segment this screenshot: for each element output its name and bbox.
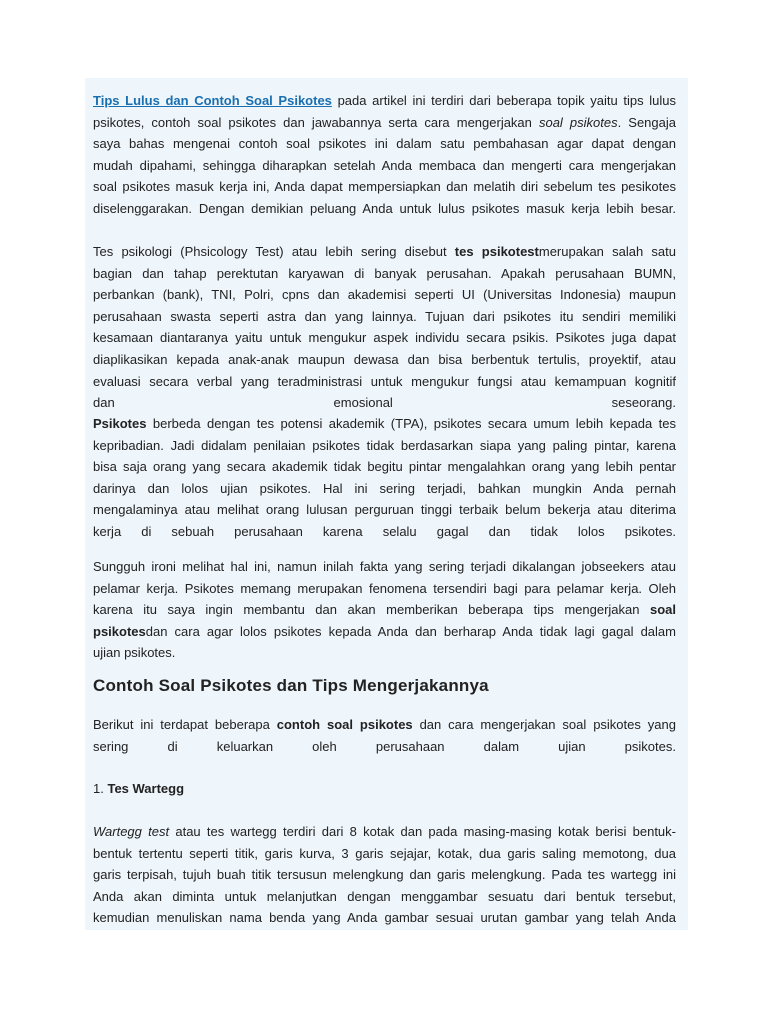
text-line [93,621,676,643]
text-span: dan emosional seseorang. [93,395,676,411]
text-line [93,327,676,349]
italic-text: soal psikotes [538,114,618,130]
text-span: bisa saja orang yang secara akademik tidak begitu pintar mengalahkan orang yang lebih pentar [93,459,676,475]
text-line [93,778,676,800]
text-line [93,413,676,435]
text-line [93,349,676,371]
bold-text: contoh soal psikotes [276,717,413,732]
text-span: kemudian menuliskan nama benda yang Anda gambar sesuai urutan gambar yang telah Anda [93,910,676,926]
text-span: 1. [93,781,108,796]
text-line [93,241,676,263]
text-line [93,198,676,220]
bold-text: Tes Wartegg [107,781,185,796]
text-line [93,392,676,414]
text-span: ujian psikotes. [93,645,176,661]
text-line [93,155,676,177]
text-span: soal psikotes masuk kerja ini, Anda dapat mempersiapkan dan melatih diri sebelum tes pesikotes [93,179,676,195]
text-span: diselenggarakan. Dengan demikian peluang Anda untuk lulus psikotes masuk kerja lebih besar. [93,200,676,216]
bold-text: Psikotes [93,416,147,431]
text-span: Berikut ini terdapat beberapa [93,717,277,732]
text-line [93,112,676,134]
text-line [93,478,676,500]
text-span: Sungguh ironi melihat hal ini, namun inilah fakta yang sering terjadi dikalangan jobseekers atau [93,559,676,574]
text-span: atau tes wartegg terdiri dari 8 kotak dan pada masing-masing kotak berisi bentuk- [169,824,676,839]
bold-text: psikotes [93,623,146,639]
text-line [93,821,676,843]
article-link[interactable]: Tips Lulus dan Contoh Soal Psikotes [93,93,332,108]
text-span: berbeda dengan tes potensi akademik (TPA), psikotes secara umum lebih kepada tes [146,416,676,431]
wartegg-item-title [93,778,676,800]
text-line [93,306,676,328]
text-span: merupakan salah satu [538,244,676,259]
text-span: kerja di sebuah perusahaan karena selalu gagal dan tidak lolos psikotes. [93,523,676,539]
text-span: bagian dan tahap perektutan karyawan di banyak perusahan. Apakah perusahaan BUMN, [93,265,676,281]
intro-paragraph [93,90,676,220]
wartegg-paragraph [93,821,676,929]
text-line [93,499,676,521]
text-span: kepribadian. Jadi didalam penilaian psikotes tidak berdasarkan siapa yang paling pintar, karena [93,437,676,453]
section-heading: Contoh Soal Psikotes dan Tips Mengerjakannya [93,676,489,695]
text-line [93,176,676,198]
text-line [93,642,676,664]
bold-text: soal [649,602,676,618]
text-line [93,263,676,285]
psikotes-vs-tpa-paragraph [93,413,676,543]
text-line [93,521,676,543]
text-line [93,843,676,865]
psychology-test-paragraph [93,241,676,414]
text-line [93,435,676,457]
text-span: mudah dipahami, sehingga diharapkan setelah Anda membaca dan mengerti cara mengerjakan [93,157,676,173]
text-span: . Sengaja [617,114,676,130]
text-line [93,371,676,393]
text-span: pelamar kerja. Psikotes memang merupakan fenomena tersendiri bagi para pelamar kerja. Oleh [93,580,676,596]
text-span: Tes psikologi (Phsicology Test) atau lebih sering disebut [93,244,455,259]
text-line [93,90,676,112]
text-span: psikotes, contoh soal psikotes dan jawabannya serta cara mengerjakan [93,114,539,130]
examples-intro-paragraph [93,714,676,757]
text-line [93,456,676,478]
text-line [93,736,676,758]
text-line [93,556,676,578]
text-span: Anda akan diminta untuk melanjutkan dengan menggambar sesuatu dari bentuk tersebut, [93,888,676,904]
text-span: karena itu saya ingin membantu dan akan memberikan beberapa tips mengerjakan [93,602,650,618]
text-span: sering di keluarkan oleh perusahaan dalam ujian psikotes. [93,738,676,754]
text-span: saya bahas mengenai contoh soal psikotes ini dalam satu pembahasan agar dapat dengan [93,136,676,152]
text-line [93,284,676,306]
text-line [93,864,676,886]
text-span: garis terpisah, tujuh buah titik tersusun melengkung dan garis melengkung. Pada tes wartegg ini [93,867,676,883]
text-line [93,907,676,929]
text-line [93,599,676,621]
italic-text: Wartegg test [93,824,170,839]
text-span: perbankan (bank), TNI, Polri, cpns dan akademisi seperti UI (Universitas Indonesia) maupun [93,287,676,303]
text-line [93,578,676,600]
text-span: bentuk tertentu seperti titik, garis kurva, 3 garis sejajar, kotak, dua garis saling memotong, dua [93,845,676,861]
text-span: perusahaan swasta seperti astra dan yang lainnya. Tujuan dari psikotes itu sendiri memiliki [93,308,676,324]
text-span: pada artikel ini terdiri dari beberapa topik yaitu tips lulus [331,93,677,108]
text-line [93,886,676,908]
text-line [93,714,676,736]
text-span: dan cara agar lolos psikotes kepada Anda dan berharap Anda tidak lagi gagal dalam [145,623,676,639]
text-span: dan cara mengerjakan soal psikotes yang [412,717,676,732]
text-span: evaluasi secara verbal yang teradministrasi untuk mengukur fungsi atau kemampuan kognitif [93,373,676,389]
irony-paragraph [93,556,676,664]
text-span: mengalaminya atau melihat orang lulusan perguruan tinggi terbaik belum bekerja atau diterima [93,502,676,518]
text-span: diaplikasikan kepada anak-anak maupun dewasa dan bisa berbentuk tertulis, proyektif, atau [93,351,676,367]
text-span: darinya dan lolos ujian psikotes. Hal ini sering terjadi, bahkan mungkin Anda pernah [93,480,676,496]
text-line [93,133,676,155]
bold-text: tes psikotest [454,244,539,259]
text-span: kesamaan diantaranya yaitu untuk mengukur aspek individu secara psikis. Psikotes juga dapat [93,330,676,346]
